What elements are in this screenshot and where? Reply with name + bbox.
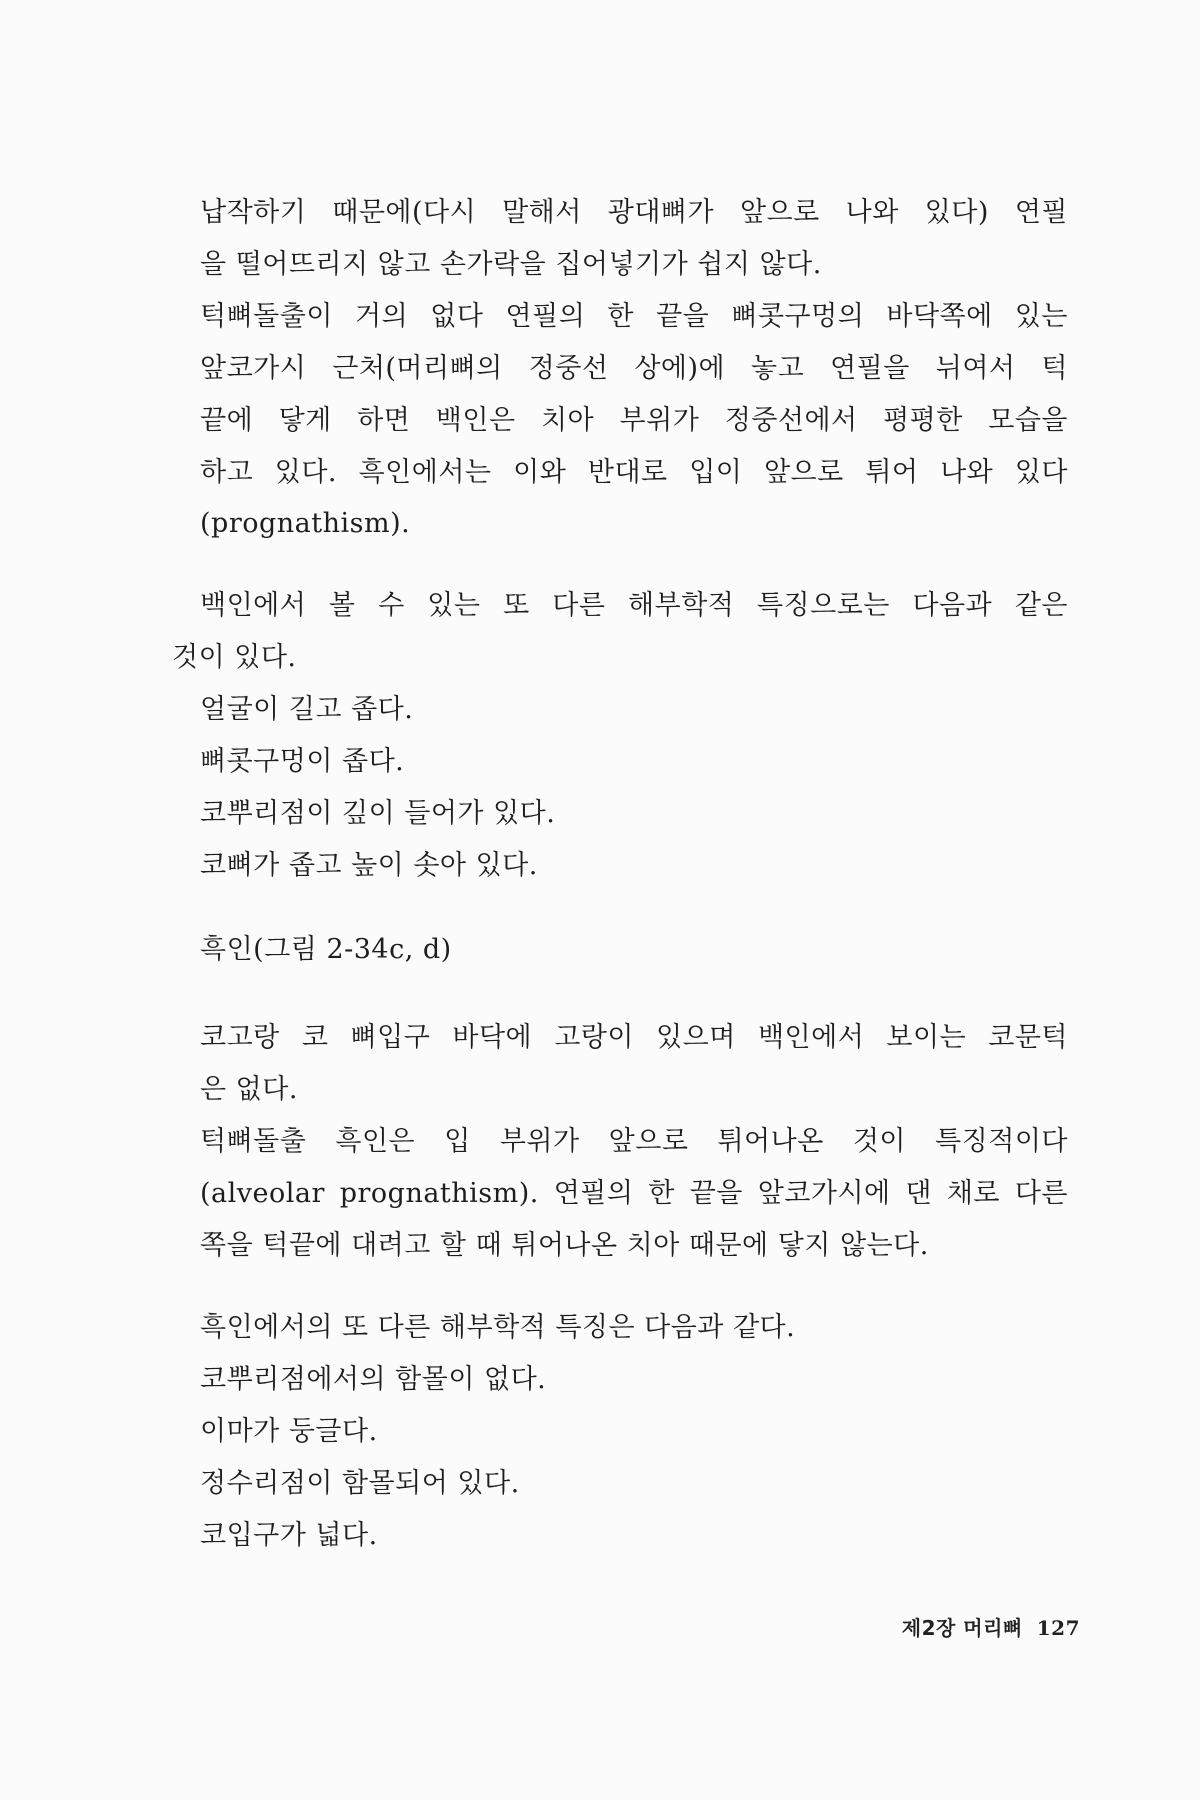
text-line: (prognathism). <box>200 508 411 539</box>
page-footer <box>902 1612 1080 1641</box>
text-line: 턱뼈돌출이 거의 없다 연필의 한 끝을 뼈콧구멍의 바닥쪽에 있는 <box>200 301 1068 332</box>
text-line: 쪽을 턱끝에 대려고 할 때 튀어나온 치아 때문에 닿지 않는다. <box>200 1230 929 1261</box>
text-line: 흑인에서의 또 다른 해부학적 특징은 다음과 같다. <box>200 1312 796 1343</box>
list-item: 코뿌리점에서의 함몰이 없다. <box>200 1364 547 1395</box>
list-item: 코입구가 넓다. <box>200 1520 378 1551</box>
list-item: 정수리점이 함몰되어 있다. <box>200 1468 520 1499</box>
list-item: 얼굴이 길고 좁다. <box>200 694 414 725</box>
text-line: 턱뼈돌출 흑인은 입 부위가 앞으로 튀어나온 것이 특징적이다 <box>200 1126 1068 1157</box>
text-line: 것이 있다. <box>172 642 297 673</box>
text-line: 하고 있다. 흑인에서는 이와 반대로 입이 앞으로 튀어 나와 있다 <box>200 457 1068 488</box>
text-line: 백인에서 볼 수 있는 또 다른 해부학적 특징으로는 다음과 같은 <box>200 590 1068 621</box>
text-line: 끝에 닿게 하면 백인은 치아 부위가 정중선에서 평평한 모습을 <box>200 405 1068 436</box>
text-line: 은 없다. <box>200 1074 298 1105</box>
list-item: 뼈콧구멍이 좁다. <box>200 746 405 777</box>
text-line: (alveolar prognathism). 연필의 한 끝을 앞코가시에 댄 채로 다른 <box>200 1178 1068 1209</box>
section-heading: 흑인(그림 2-34c, d) <box>200 934 452 965</box>
text-line: 앞코가시 근처(머리뼈의 정중선 상에)에 놓고 연필을 뉘여서 턱 <box>200 353 1068 384</box>
list-item: 코뼈가 좁고 높이 솟아 있다. <box>200 850 538 881</box>
chapter-title: 제2장 머리뼈 <box>901 1616 1023 1640</box>
list-item: 코뿌리점이 깊이 들어가 있다. <box>200 798 556 829</box>
page-number: 127 <box>1036 1616 1080 1640</box>
text-line: 코고랑 코 뼈입구 바닥에 고랑이 있으며 백인에서 보이는 코문턱 <box>200 1022 1068 1053</box>
text-line: 납작하기 때문에(다시 말해서 광대뼈가 앞으로 나와 있다) 연필 <box>200 197 1068 228</box>
list-item: 이마가 둥글다. <box>200 1416 378 1447</box>
text-line: 을 떨어뜨리지 않고 손가락을 집어넣기가 쉽지 않다. <box>200 249 822 280</box>
